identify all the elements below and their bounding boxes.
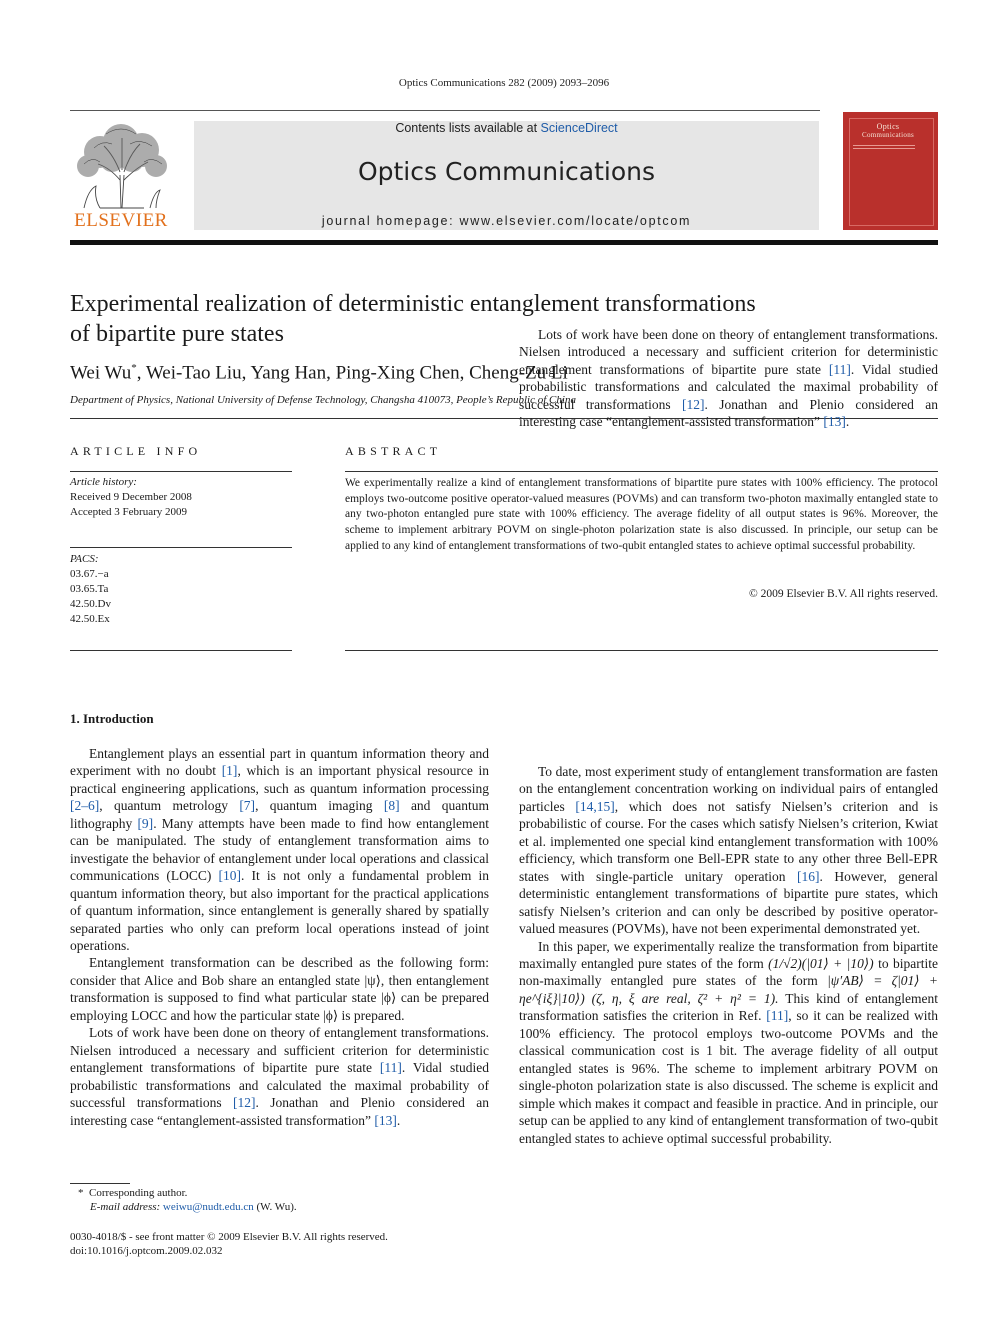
cover-rule [853, 148, 915, 149]
history-label: Article history: [70, 476, 137, 488]
abstract-text: We experimentally realize a kind of entanglement transformations of bipartite pure states with 100% efficiency. The protocol employs two-outcome positive operator-valued measures (POVMs) and can transform two-photon maximally entangled state to any two-photon entangled pure state with 100% efficiency. The average fidelity of all output states is 96%. Moreover, the scheme to implement arbitrary POVM on single-photon polarization state is also discussed. In principle, our setup can be applied to any kind of entanglement transformations of two-qubit entangled states to achieve optimal successful probability. [345, 477, 938, 552]
citation-link[interactable]: [12] [682, 396, 705, 412]
text-run: . [845, 414, 850, 430]
footnote-marker: * [78, 1187, 84, 1199]
accepted-date: Accepted 3 February 2009 [70, 506, 187, 518]
pacs-code: 42.50.Dv [70, 598, 111, 610]
text-run: , which does not satisfy Nielsen’s criterion and is probabilistic of course. For the cases which satisfy Nielsen’s criterion, Kwiat et al. implemented one special kind entanglement transformation with 100% efficiency, which transform one Bell-EPR state to any other three Bell-EPR states with single-particle unitary operation [519, 798, 938, 884]
footnote-email [70, 1200, 490, 1214]
article-title-line1: Experimental realization of deterministic entanglement transformations [70, 291, 756, 317]
math-expression: (1/√2)(|01⟩ + |10⟩) [768, 955, 874, 971]
citation-link[interactable]: [11] [379, 1060, 402, 1076]
issn-line: 0030-4018/$ - see front matter © 2009 Elsevier B.V. All rights reserved. [70, 1231, 388, 1243]
paragraph-3 [70, 1024, 489, 1129]
email-label: E-mail address: [90, 1201, 161, 1213]
pacs-label: PACS: [70, 553, 99, 565]
text-run: . Vidal studied probabilistic transformations and calculated the maximal probability of successful transformations [70, 1060, 490, 1111]
received-date: Received 9 December 2008 [70, 491, 192, 503]
email-suffix: (W. Wu). [256, 1201, 297, 1213]
math-expression: |ψ′AB⟩ = ζ|01⟩ + ηe^{iξ}|10⟩) (ζ, η, ξ are real, ζ² + η² = 1). [519, 973, 938, 1006]
journal-reference: Optics Communications 282 (2009) 2093–2096 [398, 77, 610, 89]
tree-icon [70, 120, 172, 212]
text-run: To date, most experiment study of entanglement transformation are fasten on the entanglement concentration working on individual pairs of entangled particles [519, 764, 938, 814]
section-heading-introduction: 1. Introduction [70, 711, 154, 726]
abstract-heading: ABSTRACT [345, 444, 442, 458]
citation-link[interactable]: [10] [218, 868, 242, 884]
footnote-corresponding [70, 1186, 490, 1200]
article-info-rule [70, 471, 292, 472]
author-list [70, 362, 568, 384]
paragraph-4 [519, 763, 938, 938]
text-run: In this paper, we experimentally realize the transformation from bipartite maximally entangled pure states of the form [519, 938, 938, 971]
text-run: to bipartite non-maximally entangled pure states of the form [519, 955, 938, 989]
sciencedirect-link[interactable]: ScienceDirect [540, 121, 618, 135]
citation-link[interactable]: [7] [239, 798, 256, 814]
elsevier-wordmark: ELSEVIER [74, 210, 168, 231]
paragraph-3-mirror [519, 326, 938, 431]
abstract-copyright: © 2009 Elsevier B.V. All rights reserved. [749, 588, 938, 600]
text-run: and quantum lithography [70, 798, 489, 831]
text-run: , quantum imaging [255, 798, 384, 814]
pacs-rule [70, 547, 292, 548]
text-run: Lots of work have been done on theory of entanglement transformations. Nielsen introduced a necessary and sufficient criterion for deterministic entanglement transformations of bipartite pure state [519, 327, 938, 377]
footnote-text: Corresponding author. [89, 1187, 188, 1199]
doi-line[interactable]: doi:10.1016/j.optcom.2009.02.032 [70, 1245, 223, 1257]
abstract-rule [345, 471, 938, 472]
text-run: . Jonathan and Plenio considered an interesting case “entanglement-assisted transformation” [70, 1095, 490, 1128]
author-first: Wei Wu [70, 362, 132, 384]
article-info-heading: ARTICLE INFO [70, 444, 202, 458]
author-rest: , Wei-Tao Liu, Yang Han, Ping-Xing Chen, Cheng-Zu Li [136, 362, 568, 384]
text-run: , quantum metrology [99, 798, 240, 814]
journal-cover [843, 112, 938, 230]
header-rule [70, 110, 820, 111]
body-column-left [70, 745, 489, 1129]
text-run: This kind of entanglement transformation satisfies the criterion in Ref. [519, 990, 938, 1024]
journal-homepage[interactable]: journal homepage: www.elsevier.com/locate/optcom [321, 214, 692, 228]
citation-link[interactable]: [11] [766, 1008, 789, 1024]
article-title-line2: of bipartite pure states [70, 321, 284, 347]
text-run: . It is not only a fundamental problem in quantum information theory, but also important for the practical applications of quantum information, since entanglement is generally shared by spatially separated parties who only can preform local operations instead of joint operations. [70, 868, 489, 953]
text-run: , which is an important physical resource in practical engineering applications, such as quantum information processing [70, 763, 489, 796]
contents-prefix: Contents lists available at [395, 121, 541, 135]
email-link[interactable]: weiwu@nudt.edu.cn [162, 1201, 254, 1213]
text-run: . Many attempts have been made to find how entanglement can be manipulated. The study of entanglement transformation aims to investigate the behavior of entanglement under local operations and classical communications (LOCC) [70, 815, 489, 884]
elsevier-logo [70, 120, 172, 232]
pacs-code: 03.65.Ta [70, 583, 109, 595]
paragraph-1 [70, 745, 489, 954]
citation-link[interactable]: [1] [221, 763, 238, 779]
body-column-right [519, 763, 938, 1147]
corresponding-marker[interactable]: * [131, 362, 137, 374]
pacs-code: 03.67.−a [70, 568, 109, 580]
cover-title [847, 122, 929, 140]
text-run: Lots of work have been done on theory of entanglement transformations. Nielsen introduced a necessary and sufficient criterion for deterministic entanglement transformations of bipartite pure state [70, 1025, 489, 1076]
abstract-bottom-rule [345, 650, 938, 651]
text-run: , so it can be realized with 100% efficiency. The protocol employs two-outcome POVMs and the classical communication cost is 1 bit. The average fidelity of all output entangled states is 96%. The scheme to implement arbitrary POVM on single-photon polarization state is also discussed. The scheme is explicit and simple which makes it compact and feasible in practice. And in principle, our setup can be applied to any kind of entanglement transformation of two-qubit entangled states to achieve optimal successful probability. [519, 1008, 939, 1146]
affiliation: Department of Physics, National University of Defense Technology, Changsha 410073, People’s Republic of China [70, 394, 576, 406]
cover-rule [853, 145, 915, 146]
cover-title-line1: Optics [876, 122, 900, 131]
pacs-block [70, 552, 292, 627]
paragraph-5 [519, 938, 938, 1147]
bottom-meta [70, 1230, 388, 1258]
journal-title: Optics Communications [357, 157, 656, 186]
journal-banner [194, 121, 819, 230]
paragraph-3-continuation [519, 326, 938, 431]
citation-link[interactable]: [8] [383, 798, 400, 814]
citation-link[interactable]: [11] [828, 361, 851, 377]
article-history [70, 475, 292, 520]
pacs-code: 42.50.Ex [70, 613, 110, 625]
citation-link[interactable]: [13] [374, 1112, 397, 1128]
text-run: . However, general deterministic entanglement transformations of bipartite pure states, which satisfy Nielsen’s criterion and can only be described by positive operator-valued measures (POVMs), have not been experimental demonstrated yet. [519, 868, 938, 937]
header-thick-rule [70, 240, 938, 245]
article-info-bottom-rule [70, 650, 292, 651]
contents-line [194, 121, 819, 135]
footnote [70, 1186, 490, 1214]
citation-link[interactable]: [14,15] [575, 798, 615, 814]
footnote-rule [70, 1183, 130, 1184]
paragraph-2: Entanglement transformation can be described as the following form: consider that Alice and Bob share an entangled state |ψ⟩, then entanglement transformation is supposed to find what particular state |ϕ⟩ can be prepared employing LOCC and how the particular state |ϕ⟩ is prepared. [70, 955, 489, 1023]
citation-link[interactable]: [12] [233, 1095, 256, 1111]
citation-link[interactable]: [16] [797, 868, 820, 884]
text-run: . [396, 1112, 401, 1128]
text-run: . Jonathan and Plenio considered an interesting case “entanglement-assisted transformation” [519, 396, 939, 430]
cover-title-line2: Communications [861, 131, 915, 139]
text-run: Entanglement plays an essential part in quantum information theory and experiment with no doubt [70, 746, 489, 779]
text-run: . Vidal studied probabilistic transformations and calculated the maximal probability of successful transformations [519, 361, 939, 412]
citation-link[interactable]: [2–6] [70, 798, 100, 814]
citation-link[interactable]: [13] [823, 414, 846, 430]
citation-link[interactable]: [9] [137, 815, 154, 831]
